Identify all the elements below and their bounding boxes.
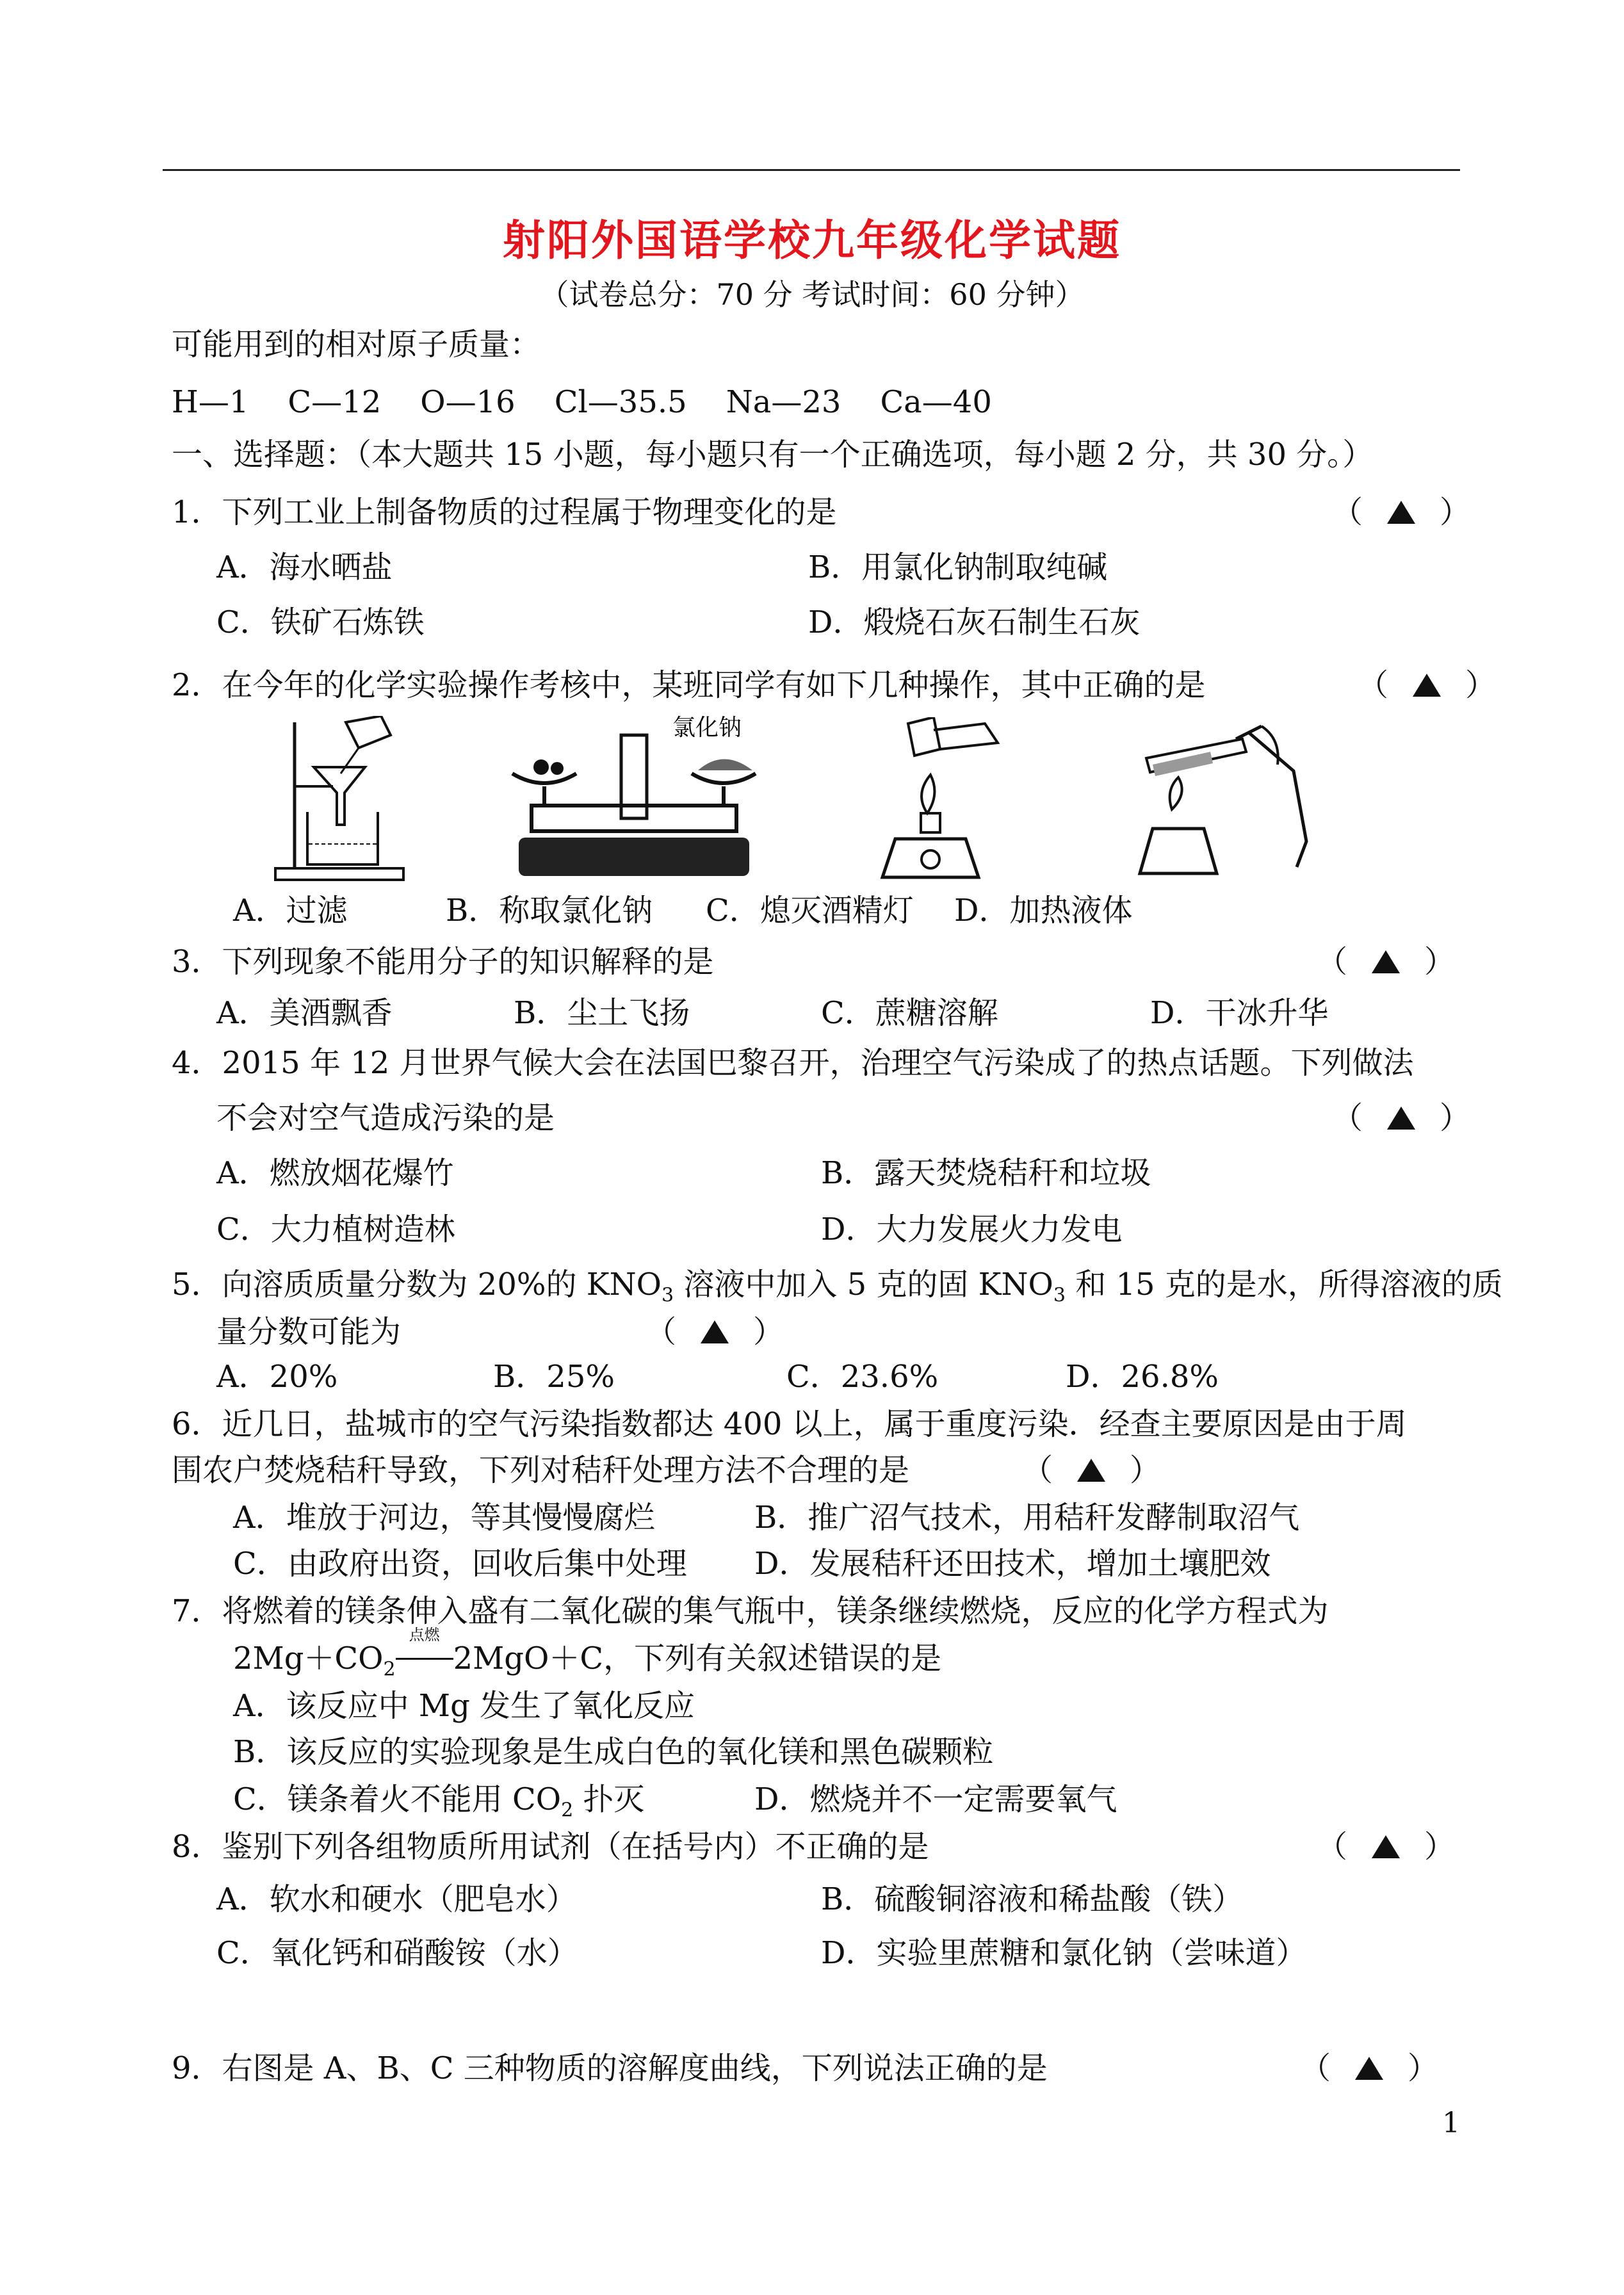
q6-stem-line1: 6．近几日，盐城市的空气污染指数都达 400 以上，属于重度污染．经查主要原因是由于周: [172, 1406, 1407, 1442]
triangle-marker-icon: [1355, 2057, 1383, 2080]
q6-stem-line2: 围农户焚烧秸秆导致，下列对秸秆处理方法不合理的是: [172, 1452, 910, 1488]
atomic-mass-intro: 可能用到的相对原子质量：: [172, 327, 541, 362]
q2-option-a: A．过滤: [233, 893, 348, 929]
page-title: 射阳外国语学校九年级化学试题: [503, 215, 1121, 265]
q2-option-d: D．加热液体: [954, 893, 1133, 929]
q4-option-a: A．燃放烟花爆竹: [216, 1155, 454, 1191]
triangle-marker-icon: [1077, 1459, 1105, 1482]
q4-option-b: B．露天焚烧秸秆和垃圾: [821, 1155, 1151, 1191]
sodium-chloride-label: 氯化钠: [672, 715, 742, 741]
q7-equation: $2Mg+CO_2$ 点燃 2MgO＋C，下列有关叙述错误的是: [233, 1626, 942, 1681]
q6-option-a: A．堆放于河边，等其慢慢腐烂: [233, 1500, 655, 1536]
q2-stem: 2．在今年的化学实验操作考核中，某班同学有如下几种操作，其中正确的是: [172, 667, 1206, 703]
q6-option-b: B．推广沼气技术，用秸秆发酵制取沼气: [754, 1500, 1300, 1536]
q5-option-b: B．25%: [493, 1359, 615, 1395]
q9-stem: 9．右图是 A、B、C 三种物质的溶解度曲线，下列说法正确的是: [172, 2050, 1048, 2086]
q3-option-b: B．尘土飞扬: [514, 995, 690, 1031]
filtration-image: [269, 716, 410, 884]
q8-option-d: D．实验里蔗糖和氯化钠（尝味道）: [821, 1935, 1307, 1971]
q1-option-c: C．铁矿石炼铁: [216, 604, 425, 640]
triangle-marker-icon: [1387, 1107, 1415, 1130]
answer-blank: （ ）: [1358, 667, 1497, 703]
q5-stem-line1: 5．向溶质质量分数为 20%的 $KNO_3$ 溶液中加入 5 克的固 $KNO_3$ 和 15 克的是水，所得溶液的质: [172, 1267, 1503, 1307]
q2-option-b: B．称取氯化钠: [446, 893, 653, 929]
q4-option-c: C．大力植树造林: [216, 1212, 455, 1247]
answer-blank: （ ）: [1300, 2050, 1439, 2086]
q4-option-d: D．大力发展火力发电: [821, 1212, 1123, 1247]
q7-option-d: D．燃烧并不一定需要氧气: [754, 1781, 1117, 1817]
q3-stem: 3．下列现象不能用分子的知识解释的是: [172, 944, 714, 980]
triangle-marker-icon: [1372, 950, 1400, 973]
q7-option-a: A．该反应中 Mg 发生了氧化反应: [233, 1688, 695, 1724]
answer-blank: （ ）: [1022, 1452, 1161, 1488]
q8-stem: 8．鉴别下列各组物质所用试剂（在括号内）不正确的是: [172, 1829, 929, 1865]
alcohol-lamp-image: [870, 717, 1011, 885]
exam-info: （试卷总分：70 分 考试时间：60 分钟）: [539, 277, 1085, 312]
answer-blank: （ ）: [1317, 944, 1456, 980]
section-heading: 一、选择题：（本大题共 15 小题，每小题只有一个正确选项，每小题 2 分，共 30 分。）: [172, 437, 1374, 473]
q3-option-c: C．蔗糖溶解: [821, 995, 998, 1031]
q8-option-b: B．硫酸铜溶液和稀盐酸（铁）: [821, 1881, 1244, 1917]
q2-option-c: C．熄灭酒精灯: [706, 893, 914, 929]
q5-option-a: A．20%: [216, 1359, 338, 1395]
q6-option-c: C．由政府出资，回收后集中处理: [233, 1546, 687, 1582]
q7-option-b: B．该反应的实验现象是生成白色的氧化镁和黑色碳颗粒: [233, 1734, 994, 1770]
answer-blank: （ ）: [646, 1314, 784, 1350]
heating-liquid-image: [1133, 713, 1326, 881]
q8-option-c: C．氧化钙和硝酸铵（水）: [216, 1935, 578, 1971]
q4-stem-line1: 4．2015 年 12 月世界气候大会在法国巴黎召开，治理空气污染成了的热点话题。下列做法: [172, 1045, 1414, 1081]
answer-blank: （ ）: [1332, 1100, 1471, 1136]
q3-option-d: D．干冰升华: [1150, 995, 1329, 1031]
q4-stem-line2: 不会对空气造成污染的是: [216, 1100, 555, 1136]
q1-option-a: A．海水晒盐: [216, 549, 393, 585]
page-number: 1: [1442, 2107, 1460, 2139]
triangle-marker-icon: [1413, 674, 1441, 697]
triangle-marker-icon: [1372, 1835, 1400, 1858]
q3-option-a: A．美酒飘香: [216, 995, 393, 1031]
answer-blank: （ ）: [1317, 1829, 1456, 1865]
q1-option-b: B．用氯化钠制取纯碱: [808, 549, 1108, 585]
q6-option-d: D．发展秸秆还田技术，增加土壤肥效: [754, 1546, 1271, 1582]
q8-option-a: A．软水和硬水（肥皂水）: [216, 1881, 577, 1917]
q1-option-d: D．煅烧石灰石制生石灰: [808, 604, 1141, 640]
q7-option-c: C．镁条着火不能用 $CO_2$ 扑灭: [233, 1781, 645, 1822]
triangle-marker-icon: [1387, 501, 1415, 524]
q5-option-d: D．26.8%: [1066, 1359, 1219, 1395]
header-rule: [163, 169, 1460, 171]
atomic-mass-values: H—1 C—12 O—16 Cl—35.5 Na—23 Ca—40: [172, 384, 992, 420]
answer-blank: （ ）: [1332, 494, 1471, 530]
q5-option-c: C．23.6%: [786, 1359, 939, 1395]
q1-stem: 1．下列工业上制备物质的过程属于物理变化的是: [172, 494, 837, 530]
q7-stem-line1: 7．将燃着的镁条伸入盛有二氧化碳的集气瓶中，镁条继续燃烧，反应的化学方程式为: [172, 1593, 1329, 1629]
reaction-arrow: 点燃: [396, 1639, 453, 1678]
balance-scale-image: [506, 710, 762, 884]
q5-stem-line2: 量分数可能为: [216, 1314, 402, 1350]
triangle-marker-icon: [701, 1320, 729, 1343]
